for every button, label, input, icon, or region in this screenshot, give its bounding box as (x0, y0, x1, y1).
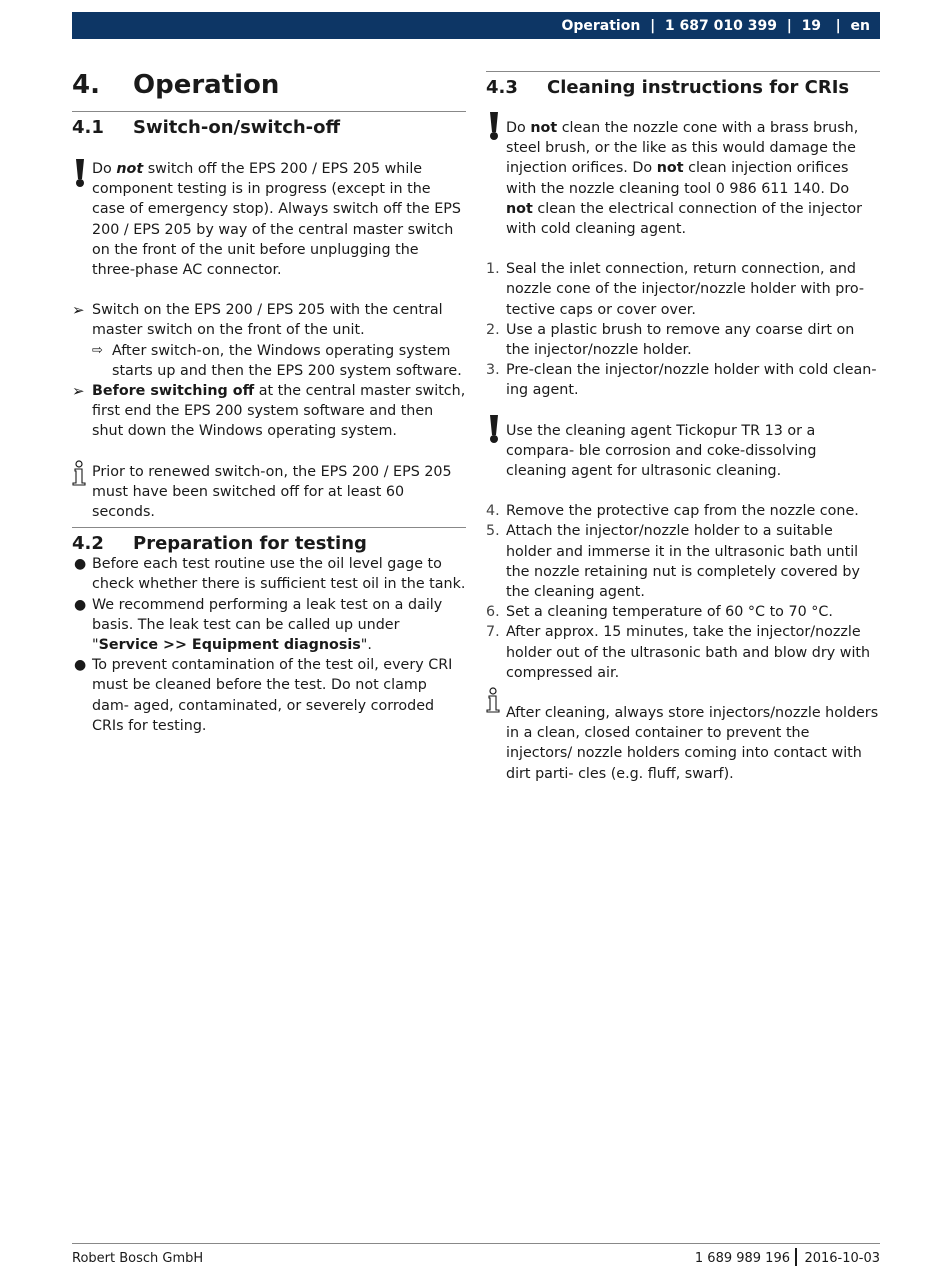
footer-divider (72, 1243, 880, 1244)
arrowhead-icon: ➢ (72, 382, 85, 401)
item-number: 2. (486, 321, 500, 338)
section-title: Preparation for testing (133, 533, 367, 555)
hollow-arrow-icon: ⇨ (92, 342, 103, 358)
numbered-list (486, 501, 880, 683)
item-text: Attach the injector/nozzle holder to a suitable holder and immerse it in the ultrasonic bath until the nozzle retaining nut is completely covered by the cleaning agent. (506, 523, 860, 601)
bullet-icon: ● (74, 596, 87, 613)
warning-text: Do (506, 120, 531, 136)
bullet-text: To prevent contamination of the test oil, every CRI must be cleaned before the test. Do not clamp dam- aged, contaminated, or severely corroded CRIs for testing. (92, 657, 453, 734)
numbered-item (486, 320, 880, 360)
item-number: 6. (486, 604, 500, 621)
step-item (72, 300, 466, 340)
numbered-item (486, 259, 880, 320)
chapter-heading (72, 68, 466, 102)
bullet-text: We recommend performing a leak test on a daily basis. The leak test can be called up under " (92, 596, 443, 654)
chapter-number: 4. (72, 70, 100, 100)
item-number: 5. (486, 523, 500, 540)
footer-date: 2016-10-03 (804, 1251, 880, 1266)
numbered-item (486, 622, 880, 683)
item-text: Use a plastic brush to remove any coarse dirt on the injector/nozzle holder. (506, 321, 855, 359)
warning-text: clean injection orifices with the nozzle cleaning tool 0 986 611 140. Do (506, 160, 850, 197)
exclamation-icon (486, 112, 504, 154)
warning-note (486, 421, 880, 482)
menu-path: Service >> Equipment diagnosis (98, 637, 361, 654)
section-number: 4.1 (72, 117, 104, 138)
bullet-icon: ● (74, 556, 87, 573)
numbered-item (486, 602, 880, 622)
footer-company: Robert Bosch GmbH (72, 1251, 204, 1266)
warning-text: clean the nozzle cone with a brass brush, steel brush, or the like as this would damage the injection orifices. Do (506, 120, 859, 177)
warning-note (486, 118, 880, 239)
numbered-item (486, 360, 880, 400)
numbered-list (486, 259, 880, 400)
section-number: 4.2 (72, 533, 104, 555)
warning-text: Do (92, 161, 117, 177)
item-text: Seal the inlet connection, return connection, and nozzle cone of the injector/nozzle holder with pro- tective caps or cover over. (506, 261, 865, 318)
item-text: Remove the protective cap from the nozzle cone. (506, 503, 859, 520)
chapter-title: Operation (133, 70, 280, 100)
warning-emphasis: not (116, 161, 144, 177)
info-text: Prior to renewed switch-on, the EPS 200 / EPS 205 must have been switched off for at least 60 seconds. (92, 463, 452, 521)
footer-separator (795, 1248, 797, 1266)
warning-text: clean the electrical connection of the injector with cold cleaning agent. (506, 200, 862, 238)
warning-emphasis: not (656, 160, 684, 177)
step-text: at the central master switch, first end the EPS 200 system software and then shut down the Windows operating system. (92, 383, 466, 440)
item-number: 7. (486, 624, 500, 641)
bullet-text: ". (360, 637, 372, 654)
result-item (72, 341, 466, 381)
warning-text: Use the cleaning agent Tickopur TR 13 or a compara- ble corrosion and coke-dissolving cleaning agent for ultrasonic cleaning. (506, 422, 817, 480)
section-heading-4-1 (72, 111, 466, 138)
footer-document-number: 1 689 989 196 (694, 1251, 790, 1266)
warning-emphasis: not (530, 120, 558, 136)
item-number: 4. (486, 503, 500, 520)
result-text: After switch-on, the Windows operating system starts up and then the EPS 200 system software. (112, 342, 462, 379)
section-heading-4-2 (72, 527, 466, 554)
numbered-item (486, 501, 880, 521)
arrowhead-icon: ➢ (72, 301, 85, 320)
page-header-text: Operation | 1 687 010 399 | 19 | en (561, 17, 870, 34)
info-icon (486, 687, 504, 729)
item-text: After approx. 15 minutes, take the injector/nozzle holder out of the ultrasonic bath and blow dry with compressed air. (506, 624, 871, 681)
section-title: Switch-on/switch-off (133, 117, 341, 138)
left-column (72, 60, 466, 736)
step-text: Switch on the EPS 200 / EPS 205 with the central master switch on the front of the unit. (92, 302, 443, 339)
warning-note (72, 159, 466, 280)
numbered-item (486, 521, 880, 602)
bullet-item (72, 595, 466, 656)
info-note (72, 462, 466, 523)
warning-text: switch off the EPS 200 / EPS 205 while component testing is in progress (except in the case of emergency stop). Always switch off the EPS 200 / EPS 205 by way of the central master switch on the front of the unit before unplugging the three-phase AC connector. (92, 161, 461, 279)
section-title: Cleaning instructions for CRIs (547, 77, 850, 98)
section-number: 4.3 (486, 77, 518, 98)
item-number: 3. (486, 362, 500, 379)
bullet-item (72, 554, 466, 594)
info-text: After cleaning, always store injectors/nozzle holders in a clean, closed container to prevent the injectors/ nozzle holders coming into contact with dirt parti- cles (e.g. fluff, swarf). (506, 705, 879, 782)
right-column (486, 60, 880, 784)
info-icon (72, 460, 90, 502)
item-text: Pre-clean the injector/nozzle holder with cold clean- ing agent. (506, 362, 877, 399)
item-number: 1. (486, 261, 500, 278)
bullet-text: Before each test routine use the oil level gage to check whether there is sufficient test oil in the tank. (92, 556, 466, 593)
page-header-bar (72, 12, 880, 39)
bullet-icon: ● (74, 657, 87, 674)
step-emphasis: Before switching off (92, 383, 255, 400)
info-note (486, 703, 880, 784)
section-heading-4-3 (486, 71, 880, 98)
bullet-item (72, 655, 466, 736)
step-item (72, 381, 466, 442)
exclamation-icon (72, 159, 90, 201)
item-text: Set a cleaning temperature of 60 °C to 70 °C. (506, 604, 833, 621)
exclamation-icon (486, 415, 504, 457)
warning-emphasis: not (506, 200, 533, 217)
